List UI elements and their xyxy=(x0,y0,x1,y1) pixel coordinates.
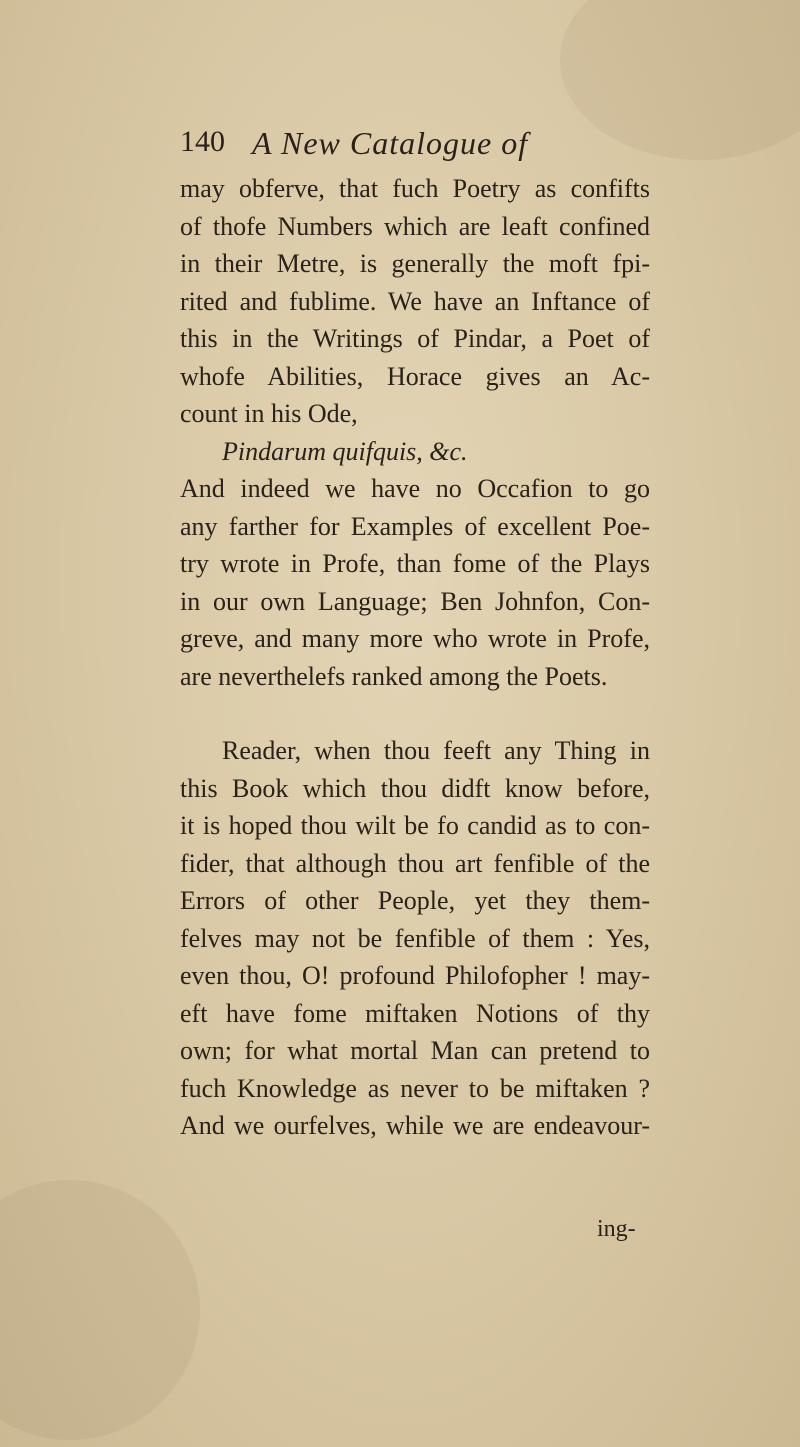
text-line: of thofe Numbers which are leaft confined xyxy=(180,211,650,241)
text-line: even thou, O! profound Philofopher ! may- xyxy=(180,961,650,990)
text-line: this Book which thou didft know before, xyxy=(180,773,650,803)
text-line: greve, and many more who wrote in Profe, xyxy=(180,624,650,653)
paragraph-2 xyxy=(180,732,650,1145)
text-line: fuch Knowledge as never to be miftaken ? xyxy=(180,1073,650,1103)
text-line: it is hoped thou wilt be fo candid as to con- xyxy=(180,811,650,840)
paragraph-1 xyxy=(180,170,650,695)
page-header xyxy=(180,125,680,169)
quotation-line: Pindarum quifquis, &c. xyxy=(222,436,468,466)
catchword: ing- xyxy=(597,1216,636,1242)
text-line: fider, that although thou art fenfible of the xyxy=(180,848,650,878)
page-number: 140 xyxy=(180,125,225,158)
text-line: And we ourfelves, while we are endeavour- xyxy=(180,1111,650,1140)
running-title: A New Catalogue of xyxy=(252,125,529,161)
text-line: felves may not be fenfible of them : Yes, xyxy=(180,923,650,953)
text-line: rited and fublime. We have an Inftance of xyxy=(180,286,650,316)
text-line: try wrote in Profe, than fome of the Plays xyxy=(180,549,650,578)
text-line: And indeed we have no Occafion to go xyxy=(180,474,650,503)
text-line: Errors of other People, yet they them- xyxy=(180,886,650,915)
text-line: in our own Language; Ben Johnfon, Con- xyxy=(180,586,650,616)
text-line: own; for what mortal Man can pretend to xyxy=(180,1036,650,1065)
body-text xyxy=(180,170,650,1145)
text-line: eft have fome miftaken Notions of thy xyxy=(180,998,650,1028)
text-line: in their Metre, is generally the moft fpi- xyxy=(180,249,650,278)
paper-stain xyxy=(0,1180,200,1440)
text-line: Reader, when thou feeft any Thing in xyxy=(222,736,650,765)
text-line: whofe Abilities, Horace gives an Ac- xyxy=(180,361,650,391)
text-line: any farther for Examples of excellent Poe- xyxy=(180,511,650,541)
text-line: may obferve, that fuch Poetry as confifts xyxy=(180,174,650,203)
text-line: are neverthelefs ranked among the Poets. xyxy=(180,661,608,691)
text-line: count in his Ode, xyxy=(180,399,358,428)
text-line: this in the Writings of Pindar, a Poet of xyxy=(180,324,650,353)
